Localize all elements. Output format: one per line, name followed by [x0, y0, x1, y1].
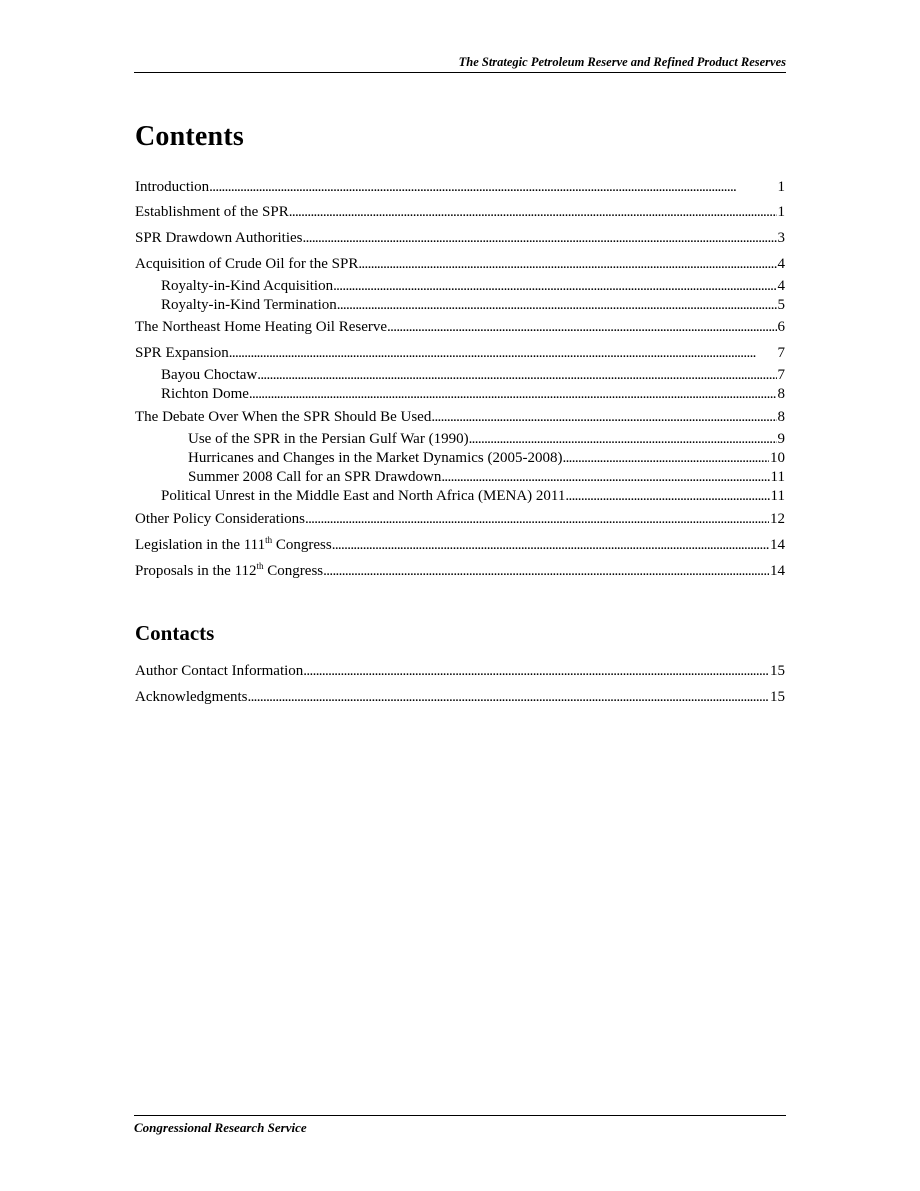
toc-entry-mena-2011[interactable] — [161, 486, 785, 506]
toc-entry-label: Other Policy Considerations — [135, 511, 305, 527]
toc-page-number: 3 — [777, 230, 785, 246]
dot-leader — [257, 365, 776, 385]
toc-entry-label: Author Contact Information — [135, 663, 304, 679]
toc-entry-label: Use of the SPR in the Persian Gulf War (1990) — [188, 431, 469, 447]
toc-page-number: 7 — [777, 367, 785, 383]
toc-page-number: 4 — [777, 278, 785, 294]
page-title: Contents — [135, 121, 244, 152]
dot-leader — [305, 509, 769, 529]
dot-leader — [332, 535, 769, 555]
toc-entry-label: Summer 2008 Call for an SPR Drawdown — [188, 469, 442, 485]
dot-leader — [562, 448, 769, 468]
toc-page-number: 6 — [777, 319, 785, 335]
toc-entry-label: SPR Expansion — [135, 345, 229, 361]
toc-entry-spr-expansion[interactable] — [135, 343, 785, 363]
dot-leader — [469, 429, 777, 449]
toc-page-number: 9 — [777, 431, 785, 447]
dot-leader — [247, 687, 769, 707]
toc-entry-label: Bayou Choctaw — [161, 367, 258, 383]
toc-page-number: 1 — [777, 204, 785, 220]
toc-page-number: 12 — [770, 511, 785, 527]
contacts-heading: Contacts — [135, 621, 215, 645]
toc-entry-label: Acknowledgments — [135, 689, 248, 705]
dot-leader — [303, 661, 769, 681]
toc-entry-policy-considerations[interactable] — [135, 509, 785, 529]
toc-entry-label: Political Unrest in the Middle East and North Africa (MENA) 2011 — [161, 488, 566, 504]
running-header: The Strategic Petroleum Reserve and Refined Product Reserves — [134, 55, 786, 73]
toc-page-number: 14 — [770, 537, 785, 553]
dot-leader — [303, 228, 777, 248]
toc-page-number: 15 — [770, 689, 785, 705]
toc-entry-rik-termination[interactable] — [161, 295, 785, 315]
toc-page-number: 4 — [777, 256, 785, 272]
toc-entry-debate[interactable] — [135, 407, 785, 427]
toc-page-number: 1 — [777, 179, 785, 195]
toc-page-number: 10 — [770, 450, 785, 466]
toc-entry-label: Acquisition of Crude Oil for the SPR — [135, 256, 359, 272]
toc-page-number: 15 — [770, 663, 785, 679]
toc-entry-author-contact[interactable] — [135, 661, 785, 681]
dot-leader — [289, 202, 777, 222]
toc-entry-label: Proposals in the 112th Congress — [135, 561, 324, 579]
dot-leader — [387, 317, 776, 337]
dot-leader — [565, 486, 769, 506]
dot-leader — [209, 177, 776, 197]
toc-page-number: 8 — [777, 409, 785, 425]
toc-entry-summer-2008[interactable] — [188, 467, 785, 487]
toc-entry-persian-gulf-war[interactable] — [188, 429, 785, 449]
toc-entry-bayou-choctaw[interactable] — [161, 365, 785, 385]
toc-entry-label: The Debate Over When the SPR Should Be Used — [135, 409, 432, 425]
toc-entry-heating-oil-reserve[interactable] — [135, 317, 785, 337]
dot-leader — [337, 295, 777, 315]
toc-entry-label: SPR Drawdown Authorities — [135, 230, 303, 246]
toc-page-number: 8 — [777, 386, 785, 402]
toc-entry-rik-acquisition[interactable] — [161, 276, 785, 296]
dot-leader — [333, 276, 776, 296]
toc-page-number: 7 — [777, 345, 785, 361]
toc-entry-establishment[interactable] — [135, 202, 785, 222]
toc-page-number: 11 — [770, 469, 785, 485]
toc-entry-legislation-111th[interactable] — [135, 535, 785, 555]
toc-entry-drawdown-authorities[interactable] — [135, 228, 785, 248]
page-footer: Congressional Research Service — [134, 1115, 786, 1136]
toc-entry-label: The Northeast Home Heating Oil Reserve — [135, 319, 388, 335]
toc-entry-label: Hurricanes and Changes in the Market Dynamics (2005-2008) — [188, 450, 563, 466]
toc-entry-introduction[interactable] — [135, 177, 785, 197]
toc-entry-hurricanes[interactable] — [188, 448, 785, 468]
toc-entry-label: Royalty-in-Kind Acquisition — [161, 278, 334, 294]
toc-entry-richton-dome[interactable] — [161, 384, 785, 404]
toc-entry-acquisition[interactable] — [135, 254, 785, 274]
toc-entry-label: Royalty-in-Kind Termination — [161, 297, 337, 313]
dot-leader — [229, 343, 777, 363]
toc-entry-label: Establishment of the SPR — [135, 204, 289, 220]
toc-entry-proposals-112th[interactable] — [135, 561, 785, 581]
toc-entry-acknowledgments[interactable] — [135, 687, 785, 707]
toc-page-number: 14 — [770, 563, 785, 579]
dot-leader — [431, 407, 776, 427]
toc-entry-label: Richton Dome — [161, 386, 249, 402]
toc-page-number: 5 — [777, 297, 785, 313]
dot-leader — [249, 384, 777, 404]
dot-leader — [323, 561, 769, 581]
toc-entry-label: Legislation in the 111th Congress — [135, 535, 332, 553]
toc-entry-label: Introduction — [135, 179, 210, 195]
dot-leader — [358, 254, 776, 274]
dot-leader — [441, 467, 769, 487]
toc-page-number: 11 — [770, 488, 785, 504]
